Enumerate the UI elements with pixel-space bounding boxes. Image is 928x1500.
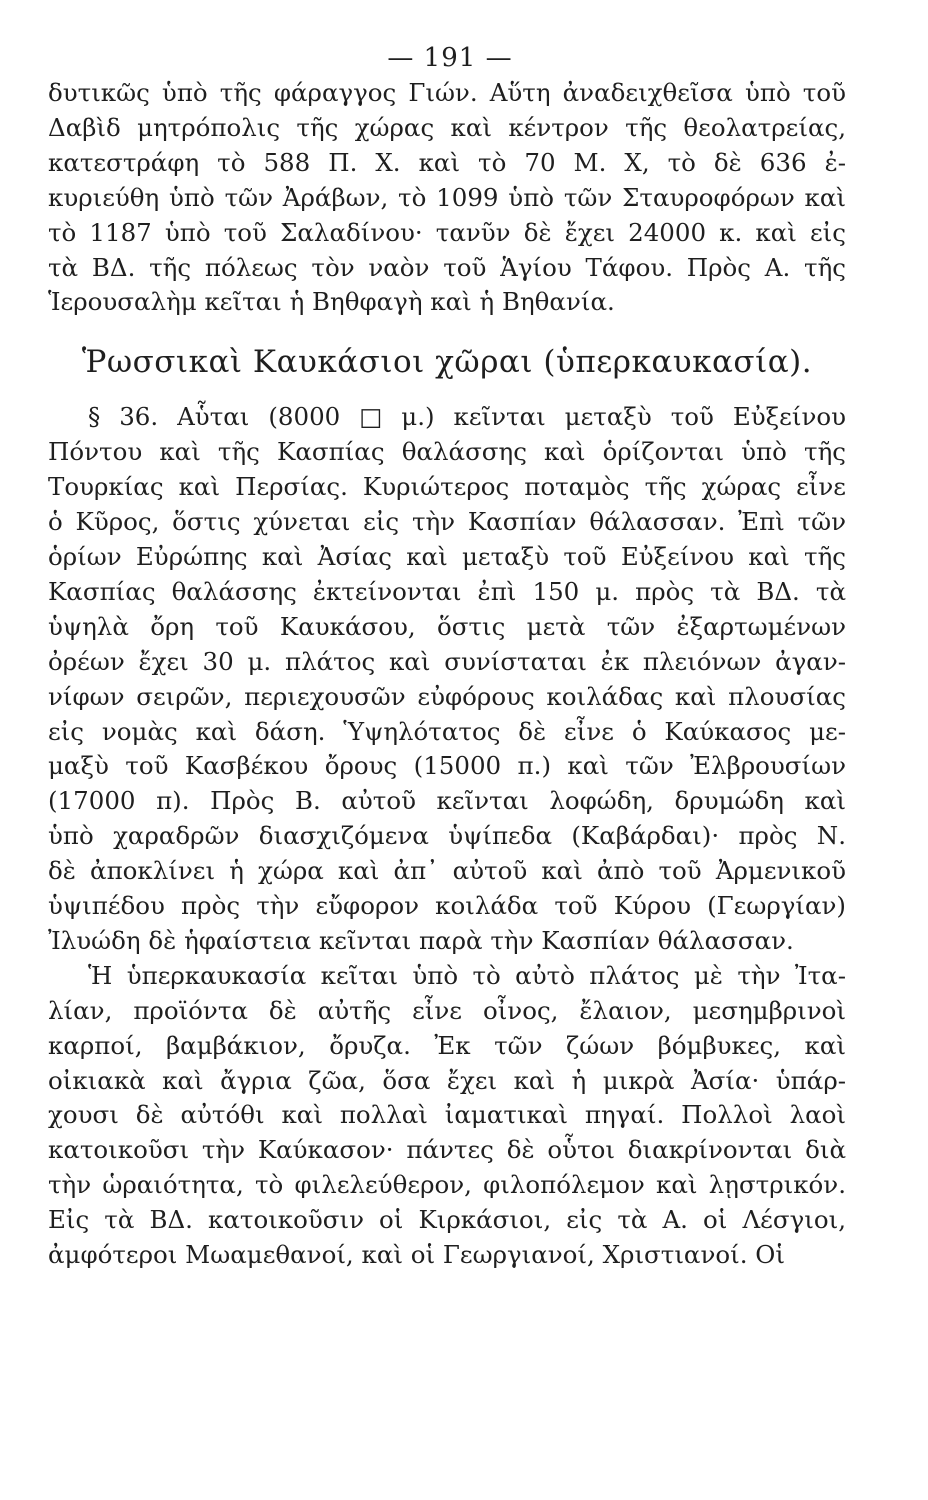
text-line: Τουρκίας καὶ Περσίας. Κυριώτερος ποταμὸς τῆς χώρας εἶνε <box>48 472 846 502</box>
paragraph-caucasus <box>48 400 846 959</box>
text-line: λίαν, προϊόντα δὲ αὐτῆς εἶνε οἶνος, ἔλαιον, μεσημβρινοὶ <box>48 995 846 1025</box>
text-line: εἰς νομὰς καὶ δάση. Ὑψηλότατος δὲ εἶνε ὁ Καύκασος με- <box>48 716 846 746</box>
text-line: Εἰς τὰ ΒΔ. κατοικοῦσιν οἱ Κιρκάσιοι, εἰς τὰ Α. οἱ Λέσγιοι, <box>48 1205 846 1235</box>
paragraph-jerusalem <box>48 76 846 320</box>
text-line: ὁ Κῦρος, ὅστις χύνεται εἰς τὴν Κασπίαν θάλασσαν. Ἐπὶ τῶν <box>48 507 846 537</box>
text-line: κατοικοῦσι τὴν Καύκασον· πάντες δὲ οὗτοι διακρίνονται διὰ <box>48 1135 846 1165</box>
text-line: τὸ 1187 ὑπὸ τοῦ Σαλαδίνου· τανῦν δὲ ἔχει 24000 κ. καὶ εἰς <box>48 217 846 247</box>
text-line: κατεστράφη τὸ 588 Π. Χ. καὶ τὸ 70 Μ. Χ, τὸ δὲ 636 ἐ- <box>48 147 846 177</box>
text-line: ὑψιπέδου πρὸς τὴν εὔφορον κοιλάδα τοῦ Κύρου (Γεωργίαν) <box>48 891 846 921</box>
text-line: καρποί, βαμβάκιον, ὄρυζα. Ἐκ τῶν ζώων βόμβυκες, καὶ <box>48 1030 846 1060</box>
text-line: δὲ ἀποκλίνει ἡ χώρα καὶ ἀπ᾽ αὐτοῦ καὶ ἀπὸ τοῦ Ἀρμενικοῦ <box>48 856 846 886</box>
text-line: ὁρίων Εὐρώπης καὶ Ἀσίας καὶ μεταξὺ τοῦ Εὐξείνου καὶ τῆς <box>48 541 846 571</box>
text-line: τὴν ὡραιότητα, τὸ φιλελεύθερον, φιλοπόλεμον καὶ λῃστρικόν. <box>48 1170 846 1200</box>
paragraph-transcaucasia <box>48 959 846 1273</box>
text-line: Δαβὶδ μητρόπολις τῆς χώρας καὶ κέντρον τῆς θεολατρείας, <box>48 112 846 142</box>
text-line: ὑπὸ χαραδρῶν διασχιζόμενα ὑψίπεδα (Καβάρδαι)· πρὸς Ν. <box>48 821 846 851</box>
text-line: Ἡ ὑπερκαυκασία κεῖται ὑπὸ τὸ αὐτὸ πλάτος μὲ τὴν Ἰτα- <box>88 960 846 990</box>
text-line: Πόντου καὶ τῆς Κασπίας θαλάσσης καὶ ὁρίζονται ὑπὸ τῆς <box>48 437 846 467</box>
text-line: Ἰλυώδη δὲ ἡφαίστεια κεῖνται παρὰ τὴν Κασπίαν θάλασσαν. <box>48 925 794 955</box>
text-line: (17000 π). Πρὸς Β. αὐτοῦ κεῖνται λοφώδη, δρυμώδη καὶ <box>48 786 846 816</box>
text-line: ὑψηλὰ ὄρη τοῦ Καυκάσου, ὅστις μετὰ τῶν ἐξαρτωμένων <box>48 611 846 641</box>
text-line: Ἱερουσαλὴμ κεῖται ἡ Βηθφαγὴ καὶ ἡ Βηθανία. <box>48 287 615 317</box>
text-line: Κασπίας θαλάσσης ἐκτείνονται ἐπὶ 150 μ. πρὸς τὰ ΒΔ. τὰ <box>48 576 846 606</box>
text-line: χουσι δὲ αὐτόθι καὶ πολλαὶ ἰαματικαὶ πηγαί. Πολλοὶ λαοὶ <box>48 1100 846 1130</box>
text-line: νίφων σειρῶν, περιεχουσῶν εὐφόρους κοιλάδας καὶ πλουσίας <box>48 681 846 711</box>
page-number: — 191 — <box>387 43 513 73</box>
text-line: δυτικῶς ὑπὸ τῆς φάραγγος Γιών. Αὕτη ἀναδειχθεῖσα ὑπὸ τοῦ <box>48 78 846 107</box>
text-line: τὰ ΒΔ. τῆς πόλεως τὸν ναὸν τοῦ Ἁγίου Τάφου. Πρὸς Α. τῆς <box>48 252 846 282</box>
text-line: § 36. Αὗται (8000 □ μ.) κεῖνται μεταξὺ τοῦ Εὐξείνου <box>88 402 846 432</box>
text-line: οἰκιακὰ καὶ ἄγρια ζῶα, ὅσα ἔχει καὶ ἡ μικρὰ Ἀσία· ὑπάρ- <box>48 1065 846 1095</box>
text-line: μαξὺ τοῦ Κασβέκου ὄρους (15000 π.) καὶ τῶν Ἐλβρουσίων <box>48 751 846 781</box>
section-heading: Ῥωσσικαὶ Καυκάσιοι χῶραι (ὑπερκαυκασία). <box>81 344 813 381</box>
text-line: ἀμφότεροι Μωαμεθανοί, καὶ οἱ Γεωργιανοί, Χριστιανοί. Οἱ <box>48 1240 785 1270</box>
text-line: ὀρέων ἔχει 30 μ. πλάτος καὶ συνίσταται ἐκ πλειόνων ἀγαν- <box>48 646 846 676</box>
text-line: κυριεύθη ὑπὸ τῶν Ἀράβων, τὸ 1099 ὑπὸ τῶν Σταυροφόρων καὶ <box>48 182 846 212</box>
